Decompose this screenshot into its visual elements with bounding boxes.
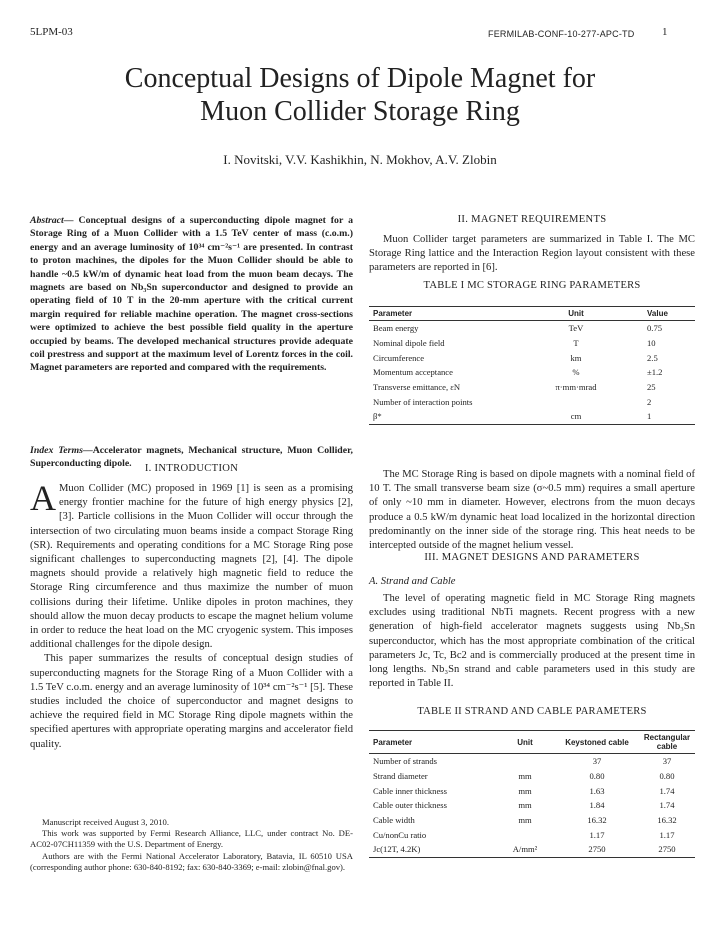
table-row: Cable outer thickness mm 1.84 1.74 bbox=[373, 800, 675, 811]
requirements-paragraph-2: The MC Storage Ring is based on dipole magnets with a nominal field of 10 T. The small transverse beam size (σ~0.5 mm) requires a small aperture of only ~10 mm in diameter. However, electrons from the muon decays produce a 0.5 kW/m dynamic heat load localized in the horizontal direction predominantly on the inner side of the storage ring. This heat needs to be intercepted outside of the magnet helium vessel. bbox=[369, 469, 695, 552]
title-line-1: Conceptual Designs of Dipole Magnet for bbox=[124, 63, 596, 94]
introduction-body bbox=[30, 478, 353, 752]
table-header-row bbox=[369, 307, 695, 321]
section-heading-magnet-requirements: II. MAGNET REQUIREMENTS bbox=[457, 214, 607, 225]
table-header-cell: Value bbox=[625, 307, 695, 321]
table-row: Cable width mm 16.32 16.32 bbox=[373, 815, 677, 826]
table-header-row bbox=[369, 731, 695, 754]
table-row: Cable inner thickness mm 1.63 1.74 bbox=[373, 785, 675, 796]
section-heading-introduction: I. INTRODUCTION bbox=[144, 463, 239, 474]
table-row: Cu/nonCu ratio 1.17 1.17 bbox=[373, 829, 675, 840]
footnote bbox=[30, 817, 353, 873]
requirements-paragraph-1: Muon Collider target parameters are summarized in Table I. The MC Storage Ring lattice and the Interaction Region layout consistent with these parameters are reported in [6]. bbox=[369, 234, 695, 274]
index-terms-text: —Accelerator magnets, Mechanical structure, Muon Collider, Superconducting dipole. bbox=[30, 445, 353, 470]
table-row: Jc(12T, 4.2K) A/mm² 2750 2750 bbox=[369, 842, 695, 857]
abstract-lead: Abstract— bbox=[30, 215, 74, 226]
title-line-2: Muon Collider Storage Ring bbox=[200, 96, 520, 127]
table-row: Circumference km 2.5 bbox=[373, 352, 658, 363]
abstract-text: Conceptual designs of a superconducting dipole magnet for a Storage Ring of a Muon Collider with a 1.5 TeV center of mass (c.o.m.) energy and an average luminosity of 10³⁴ cm⁻²s⁻¹ are presented. In contrast to proton machines, the dipoles for the Muon Collider should be able to handle ~0.5 kW/m of dynamic heat load from the muon beam decays. The magnets are based on Nb₃Sn superconductor and designed to provide an operating field of 10 T in the 20-mm aperture with the critical current margin required for reliable machine operation. The magnet cross-sections were optimized to achieve the best possible field quality in the aperture occupied by beams. The developed mechanical structures provide adequate coil prestress and support at the maximum level of Lorentz forces in the coil. Magnet parameters are reported and compared with the requirements. bbox=[30, 215, 353, 374]
table-2-caption: TABLE II STRAND AND CABLE PARAMETERS bbox=[417, 706, 647, 717]
author-list: I. Novitski, V.V. Kashikhin, N. Mokhov, A.V. Zlobin bbox=[223, 152, 497, 167]
table-header-cell: Keystoned cable bbox=[555, 731, 639, 754]
table-row: Strand diameter mm 0.80 0.80 bbox=[373, 771, 675, 781]
table-row: Transverse emittance, εN π·mm·mrad 25 bbox=[373, 382, 656, 393]
table-header-cell: Parameter bbox=[369, 307, 527, 321]
drop-cap: A bbox=[30, 478, 56, 518]
index-terms-lead: Index Terms bbox=[30, 445, 83, 456]
intro-paragraph-2: This paper summarizes the results of conceptual design studies of superconducting magnets for the Storage Ring of a Muon Collider with a 1.5 TeV c.o.m. energy and an average luminosity of 10³⁴ cm⁻²s⁻¹ [5]. These studies included the choice of superconductor and magnet designs to achieve the required field in MC Storage Ring dipole magnets within the specified apertures with appropriate operating margins and accelerator field quality. bbox=[30, 653, 353, 750]
paper-title bbox=[60, 62, 660, 128]
table-header-cell: Unit bbox=[527, 307, 625, 321]
table-row: Number of strands 37 37 bbox=[373, 756, 672, 767]
page-number: 1 bbox=[662, 26, 668, 38]
strand-cable-paragraph: The level of operating magnetic field in MC Storage Ring magnets excludes using traditional NbTi magnets. Recent progress with a new generation of high-field accelerator magnets suggests using Nb₃Sn superconductor, which has the most appropriate combination of the critical parameters Jc, Tc, Bc2 and is commercially produced at the present time in long lengths. Nb₃Sn strand and cable parameters used in this study are reported in Table II. bbox=[369, 593, 695, 690]
table-header-cell: Parameter bbox=[369, 731, 495, 754]
running-header-report-number: FERMILAB-CONF-10-277-APC-TD bbox=[488, 29, 635, 39]
subsection-heading-strand-cable: A. Strand and Cable bbox=[369, 576, 456, 587]
abstract bbox=[30, 214, 353, 375]
table-row: Beam energy TeV 0.75 bbox=[373, 323, 663, 334]
table-row: β* cm 1 bbox=[369, 409, 695, 424]
table-header-cell: Rectangular cable bbox=[639, 731, 695, 754]
running-header-left: 5LPM-03 bbox=[30, 26, 73, 38]
table-row: Nominal dipole field T 10 bbox=[373, 338, 656, 348]
intro-paragraph-1: A Muon Collider (MC) proposed in 1969 [1] is seen as a promising energy frontier machine for the future of high energy physics [2], [3]. Particle collisions in the Muon Collider will occur through the intersection of two circulating muon beams inside a compact Storage Ring (SR). Requirements and operating conditions for a MC Storage Ring pose significant challenges to superconducting magnets [2], [4]. The dipole magnets should provide a relatively high magnetic field to reduce the Storage Ring circumference and thus maximize the number of muon collisions during their lifetime. Unlike dipoles in proton machines, they should allow the muon decay products to escape the magnet helium volume in order to reduce the heat load on the MC cryogenic system. This imposes additional challenges for the dipole design. bbox=[30, 478, 353, 651]
table-1-caption: TABLE I MC STORAGE RING PARAMETERS bbox=[423, 280, 641, 291]
footnote-received: Manuscript received August 3, 2010. bbox=[42, 817, 169, 827]
table-row: Momentum acceptance % ±1.2 bbox=[373, 367, 663, 378]
table-1 bbox=[369, 306, 695, 425]
footnote-support: This work was supported by Fermi Research Alliance, LLC, under contract No. DE-AC02-07CH11359 with the U.S. Department of Energy. bbox=[30, 828, 353, 850]
footnote-affiliation: Authors are with the Fermi National Accelerator Laboratory, Batavia, IL 60510 USA (corresponding author phone: 630-840-8192; fax: 630-840-3369; e-mail: zlobin@fnal.gov). bbox=[30, 850, 353, 872]
table-header-cell: Unit bbox=[495, 731, 555, 754]
table-row: Number of interaction points 2 bbox=[373, 396, 652, 407]
section-heading-magnet-designs: III. MAGNET DESIGNS AND PARAMETERS bbox=[424, 552, 640, 563]
table-2 bbox=[369, 730, 695, 858]
